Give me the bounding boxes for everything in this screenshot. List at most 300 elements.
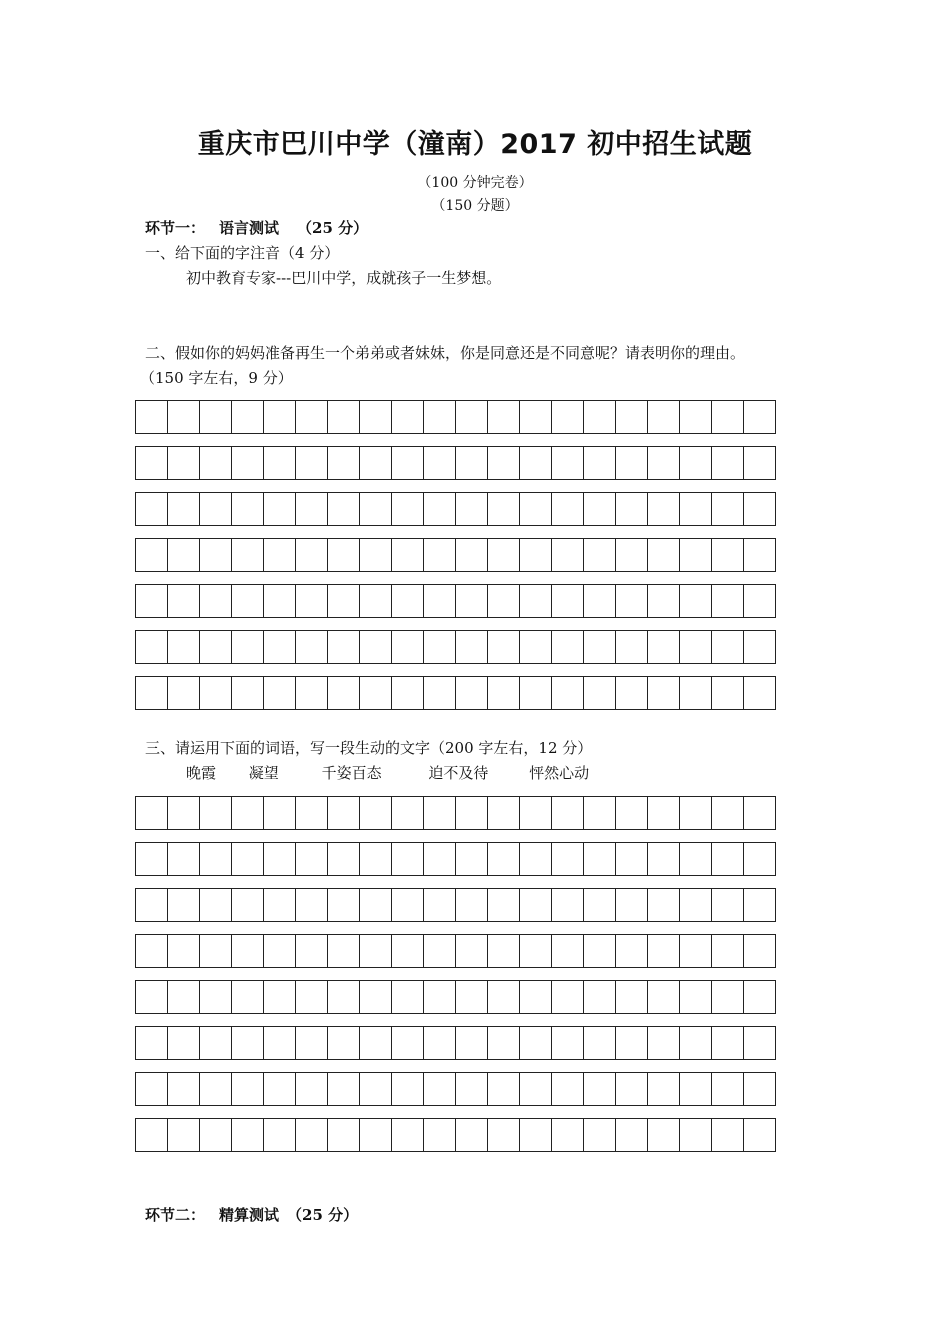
grid-cell[interactable] (648, 538, 680, 572)
grid-cell[interactable] (360, 1118, 392, 1152)
grid-cell[interactable] (136, 1026, 168, 1060)
grid-cell[interactable] (648, 980, 680, 1014)
grid-cell[interactable] (232, 446, 264, 480)
grid-cell[interactable] (520, 400, 552, 434)
grid-cell[interactable] (168, 630, 200, 664)
grid-cell[interactable] (392, 676, 424, 710)
grid-cell[interactable] (200, 796, 232, 830)
grid-cell[interactable] (424, 1118, 456, 1152)
grid-cell[interactable] (168, 1072, 200, 1106)
grid-cell[interactable] (552, 630, 584, 664)
grid-cell[interactable] (136, 400, 168, 434)
grid-cell[interactable] (328, 796, 360, 830)
grid-cell[interactable] (168, 400, 200, 434)
grid-cell[interactable] (200, 1026, 232, 1060)
grid-cell[interactable] (360, 584, 392, 618)
grid-cell[interactable] (520, 842, 552, 876)
grid-cell[interactable] (136, 842, 168, 876)
grid-cell[interactable] (200, 842, 232, 876)
grid-cell[interactable] (552, 934, 584, 968)
grid-cell[interactable] (488, 888, 520, 922)
grid-cell[interactable] (424, 630, 456, 664)
grid-cell[interactable] (680, 842, 712, 876)
grid-cell[interactable] (616, 980, 648, 1014)
grid-cell[interactable] (648, 934, 680, 968)
grid-cell[interactable] (712, 1118, 744, 1152)
grid-cell[interactable] (232, 538, 264, 572)
grid-cell[interactable] (328, 1026, 360, 1060)
grid-cell[interactable] (424, 400, 456, 434)
grid-cell[interactable] (520, 538, 552, 572)
grid-cell[interactable] (456, 842, 488, 876)
grid-cell[interactable] (296, 1118, 328, 1152)
grid-cell[interactable] (456, 888, 488, 922)
grid-cell[interactable] (200, 934, 232, 968)
grid-cell[interactable] (520, 1118, 552, 1152)
grid-cell[interactable] (680, 584, 712, 618)
grid-cell[interactable] (232, 1072, 264, 1106)
grid-cell[interactable] (392, 1072, 424, 1106)
grid-cell[interactable] (680, 1072, 712, 1106)
grid-cell[interactable] (488, 1026, 520, 1060)
grid-cell[interactable] (648, 400, 680, 434)
grid-cell[interactable] (648, 446, 680, 480)
grid-cell[interactable] (488, 1118, 520, 1152)
grid-cell[interactable] (680, 630, 712, 664)
grid-cell[interactable] (552, 492, 584, 526)
grid-cell[interactable] (328, 492, 360, 526)
grid-cell[interactable] (552, 1072, 584, 1106)
grid-cell[interactable] (328, 1118, 360, 1152)
grid-cell[interactable] (712, 934, 744, 968)
grid-cell[interactable] (168, 676, 200, 710)
grid-cell[interactable] (360, 842, 392, 876)
grid-cell[interactable] (328, 842, 360, 876)
grid-cell[interactable] (456, 400, 488, 434)
grid-cell[interactable] (552, 888, 584, 922)
grid-cell[interactable] (168, 1026, 200, 1060)
grid-cell[interactable] (520, 980, 552, 1014)
grid-cell[interactable] (232, 676, 264, 710)
grid-cell[interactable] (488, 980, 520, 1014)
grid-cell[interactable] (424, 446, 456, 480)
grid-cell[interactable] (680, 400, 712, 434)
grid-cell[interactable] (584, 934, 616, 968)
grid-cell[interactable] (680, 538, 712, 572)
grid-cell[interactable] (744, 980, 776, 1014)
grid-cell[interactable] (520, 1072, 552, 1106)
grid-cell[interactable] (328, 934, 360, 968)
grid-cell[interactable] (648, 676, 680, 710)
grid-cell[interactable] (264, 980, 296, 1014)
grid-cell[interactable] (584, 796, 616, 830)
grid-cell[interactable] (392, 584, 424, 618)
grid-cell[interactable] (648, 842, 680, 876)
grid-cell[interactable] (424, 888, 456, 922)
grid-cell[interactable] (392, 842, 424, 876)
grid-cell[interactable] (264, 492, 296, 526)
grid-cell[interactable] (168, 796, 200, 830)
grid-cell[interactable] (168, 538, 200, 572)
grid-cell[interactable] (424, 676, 456, 710)
grid-cell[interactable] (168, 492, 200, 526)
grid-cell[interactable] (328, 980, 360, 1014)
grid-cell[interactable] (520, 584, 552, 618)
grid-cell[interactable] (424, 584, 456, 618)
grid-cell[interactable] (136, 980, 168, 1014)
grid-cell[interactable] (520, 630, 552, 664)
grid-cell[interactable] (328, 676, 360, 710)
grid-cell[interactable] (616, 934, 648, 968)
grid-cell[interactable] (200, 980, 232, 1014)
grid-cell[interactable] (360, 492, 392, 526)
grid-cell[interactable] (456, 1026, 488, 1060)
grid-cell[interactable] (264, 538, 296, 572)
grid-cell[interactable] (616, 842, 648, 876)
grid-cell[interactable] (136, 888, 168, 922)
grid-cell[interactable] (168, 584, 200, 618)
grid-cell[interactable] (232, 1118, 264, 1152)
grid-cell[interactable] (392, 1026, 424, 1060)
grid-cell[interactable] (712, 888, 744, 922)
grid-cell[interactable] (744, 584, 776, 618)
grid-cell[interactable] (648, 796, 680, 830)
grid-cell[interactable] (712, 400, 744, 434)
grid-cell[interactable] (456, 1072, 488, 1106)
grid-cell[interactable] (424, 492, 456, 526)
grid-cell[interactable] (296, 1026, 328, 1060)
grid-cell[interactable] (232, 934, 264, 968)
grid-cell[interactable] (200, 538, 232, 572)
grid-cell[interactable] (296, 796, 328, 830)
grid-cell[interactable] (232, 492, 264, 526)
grid-cell[interactable] (584, 538, 616, 572)
grid-cell[interactable] (616, 538, 648, 572)
grid-cell[interactable] (392, 446, 424, 480)
grid-cell[interactable] (712, 676, 744, 710)
grid-cell[interactable] (360, 630, 392, 664)
grid-cell[interactable] (328, 1072, 360, 1106)
grid-cell[interactable] (488, 1072, 520, 1106)
grid-cell[interactable] (424, 934, 456, 968)
grid-cell[interactable] (744, 1072, 776, 1106)
grid-cell[interactable] (232, 888, 264, 922)
grid-cell[interactable] (616, 676, 648, 710)
grid-cell[interactable] (232, 584, 264, 618)
grid-cell[interactable] (648, 630, 680, 664)
grid-cell[interactable] (200, 1072, 232, 1106)
grid-cell[interactable] (296, 842, 328, 876)
grid-cell[interactable] (584, 676, 616, 710)
grid-cell[interactable] (648, 584, 680, 618)
grid-cell[interactable] (360, 676, 392, 710)
grid-cell[interactable] (488, 934, 520, 968)
grid-cell[interactable] (520, 492, 552, 526)
grid-cell[interactable] (392, 630, 424, 664)
grid-cell[interactable] (168, 446, 200, 480)
grid-cell[interactable] (552, 796, 584, 830)
grid-cell[interactable] (744, 842, 776, 876)
grid-cell[interactable] (136, 584, 168, 618)
grid-cell[interactable] (680, 980, 712, 1014)
grid-cell[interactable] (136, 1118, 168, 1152)
grid-cell[interactable] (424, 980, 456, 1014)
grid-cell[interactable] (168, 842, 200, 876)
grid-cell[interactable] (712, 980, 744, 1014)
grid-cell[interactable] (552, 538, 584, 572)
grid-cell[interactable] (360, 1072, 392, 1106)
grid-cell[interactable] (488, 584, 520, 618)
grid-cell[interactable] (712, 842, 744, 876)
grid-cell[interactable] (136, 446, 168, 480)
grid-cell[interactable] (136, 676, 168, 710)
grid-cell[interactable] (648, 888, 680, 922)
grid-cell[interactable] (456, 934, 488, 968)
grid-cell[interactable] (360, 446, 392, 480)
grid-cell[interactable] (296, 676, 328, 710)
grid-cell[interactable] (200, 400, 232, 434)
grid-cell[interactable] (168, 934, 200, 968)
grid-cell[interactable] (264, 676, 296, 710)
grid-cell[interactable] (712, 796, 744, 830)
grid-cell[interactable] (552, 676, 584, 710)
grid-cell[interactable] (584, 630, 616, 664)
grid-cell[interactable] (488, 492, 520, 526)
grid-cell[interactable] (392, 888, 424, 922)
grid-cell[interactable] (552, 446, 584, 480)
grid-cell[interactable] (456, 676, 488, 710)
grid-cell[interactable] (744, 934, 776, 968)
grid-cell[interactable] (424, 1026, 456, 1060)
grid-cell[interactable] (296, 538, 328, 572)
grid-cell[interactable] (456, 1118, 488, 1152)
grid-cell[interactable] (680, 934, 712, 968)
grid-cell[interactable] (136, 796, 168, 830)
grid-cell[interactable] (296, 888, 328, 922)
grid-cell[interactable] (744, 796, 776, 830)
grid-cell[interactable] (296, 980, 328, 1014)
grid-cell[interactable] (200, 676, 232, 710)
grid-cell[interactable] (392, 934, 424, 968)
grid-cell[interactable] (424, 796, 456, 830)
grid-cell[interactable] (520, 446, 552, 480)
grid-cell[interactable] (712, 1072, 744, 1106)
grid-cell[interactable] (264, 888, 296, 922)
grid-cell[interactable] (296, 584, 328, 618)
grid-cell[interactable] (744, 1118, 776, 1152)
grid-cell[interactable] (648, 1118, 680, 1152)
grid-cell[interactable] (392, 980, 424, 1014)
grid-cell[interactable] (232, 980, 264, 1014)
grid-cell[interactable] (584, 1072, 616, 1106)
grid-cell[interactable] (520, 796, 552, 830)
grid-cell[interactable] (552, 980, 584, 1014)
grid-cell[interactable] (616, 400, 648, 434)
grid-cell[interactable] (616, 446, 648, 480)
grid-cell[interactable] (328, 630, 360, 664)
grid-cell[interactable] (264, 1026, 296, 1060)
grid-cell[interactable] (744, 400, 776, 434)
grid-cell[interactable] (232, 796, 264, 830)
grid-cell[interactable] (584, 888, 616, 922)
grid-cell[interactable] (488, 796, 520, 830)
grid-cell[interactable] (616, 888, 648, 922)
grid-cell[interactable] (200, 1118, 232, 1152)
grid-cell[interactable] (232, 630, 264, 664)
grid-cell[interactable] (680, 1118, 712, 1152)
grid-cell[interactable] (616, 492, 648, 526)
grid-cell[interactable] (584, 842, 616, 876)
grid-cell[interactable] (424, 538, 456, 572)
grid-cell[interactable] (648, 1072, 680, 1106)
grid-cell[interactable] (552, 400, 584, 434)
grid-cell[interactable] (232, 1026, 264, 1060)
grid-cell[interactable] (744, 446, 776, 480)
grid-cell[interactable] (616, 1118, 648, 1152)
grid-cell[interactable] (584, 1118, 616, 1152)
grid-cell[interactable] (328, 446, 360, 480)
grid-cell[interactable] (264, 400, 296, 434)
grid-cell[interactable] (648, 492, 680, 526)
grid-cell[interactable] (264, 842, 296, 876)
grid-cell[interactable] (424, 842, 456, 876)
grid-cell[interactable] (360, 538, 392, 572)
grid-cell[interactable] (264, 796, 296, 830)
grid-cell[interactable] (488, 538, 520, 572)
grid-cell[interactable] (456, 584, 488, 618)
grid-cell[interactable] (296, 934, 328, 968)
grid-cell[interactable] (392, 796, 424, 830)
grid-cell[interactable] (488, 630, 520, 664)
grid-cell[interactable] (616, 1026, 648, 1060)
grid-cell[interactable] (744, 630, 776, 664)
grid-cell[interactable] (264, 1118, 296, 1152)
grid-cell[interactable] (296, 492, 328, 526)
grid-cell[interactable] (264, 630, 296, 664)
grid-cell[interactable] (360, 1026, 392, 1060)
grid-cell[interactable] (392, 492, 424, 526)
grid-cell[interactable] (616, 584, 648, 618)
grid-cell[interactable] (296, 400, 328, 434)
grid-cell[interactable] (584, 980, 616, 1014)
grid-cell[interactable] (712, 584, 744, 618)
grid-cell[interactable] (328, 888, 360, 922)
grid-cell[interactable] (552, 842, 584, 876)
grid-cell[interactable] (584, 400, 616, 434)
grid-cell[interactable] (680, 446, 712, 480)
grid-cell[interactable] (456, 492, 488, 526)
grid-cell[interactable] (328, 584, 360, 618)
grid-cell[interactable] (136, 492, 168, 526)
grid-cell[interactable] (200, 492, 232, 526)
grid-cell[interactable] (680, 676, 712, 710)
grid-cell[interactable] (264, 584, 296, 618)
grid-cell[interactable] (744, 1026, 776, 1060)
grid-cell[interactable] (328, 538, 360, 572)
grid-cell[interactable] (296, 1072, 328, 1106)
grid-cell[interactable] (488, 400, 520, 434)
grid-cell[interactable] (136, 1072, 168, 1106)
grid-cell[interactable] (360, 934, 392, 968)
grid-cell[interactable] (200, 584, 232, 618)
grid-cell[interactable] (584, 584, 616, 618)
grid-cell[interactable] (744, 676, 776, 710)
grid-cell[interactable] (456, 630, 488, 664)
grid-cell[interactable] (712, 446, 744, 480)
grid-cell[interactable] (616, 630, 648, 664)
grid-cell[interactable] (552, 584, 584, 618)
grid-cell[interactable] (296, 446, 328, 480)
grid-cell[interactable] (520, 934, 552, 968)
grid-cell[interactable] (136, 630, 168, 664)
grid-cell[interactable] (136, 934, 168, 968)
grid-cell[interactable] (648, 1026, 680, 1060)
grid-cell[interactable] (488, 842, 520, 876)
grid-cell[interactable] (712, 1026, 744, 1060)
grid-cell[interactable] (264, 446, 296, 480)
grid-cell[interactable] (232, 842, 264, 876)
grid-cell[interactable] (552, 1026, 584, 1060)
grid-cell[interactable] (136, 538, 168, 572)
grid-cell[interactable] (616, 796, 648, 830)
grid-cell[interactable] (680, 888, 712, 922)
grid-cell[interactable] (168, 888, 200, 922)
grid-cell[interactable] (360, 796, 392, 830)
grid-cell[interactable] (744, 492, 776, 526)
grid-cell[interactable] (584, 1026, 616, 1060)
grid-cell[interactable] (744, 538, 776, 572)
grid-cell[interactable] (168, 980, 200, 1014)
grid-cell[interactable] (744, 888, 776, 922)
grid-cell[interactable] (552, 1118, 584, 1152)
grid-cell[interactable] (200, 630, 232, 664)
grid-cell[interactable] (680, 492, 712, 526)
grid-cell[interactable] (712, 630, 744, 664)
grid-cell[interactable] (200, 446, 232, 480)
grid-cell[interactable] (360, 888, 392, 922)
grid-cell[interactable] (392, 538, 424, 572)
grid-cell[interactable] (264, 1072, 296, 1106)
grid-cell[interactable] (520, 1026, 552, 1060)
grid-cell[interactable] (520, 888, 552, 922)
grid-cell[interactable] (200, 888, 232, 922)
grid-cell[interactable] (712, 492, 744, 526)
grid-cell[interactable] (232, 400, 264, 434)
grid-cell[interactable] (264, 934, 296, 968)
grid-cell[interactable] (712, 538, 744, 572)
grid-cell[interactable] (584, 492, 616, 526)
grid-cell[interactable] (424, 1072, 456, 1106)
grid-cell[interactable] (680, 1026, 712, 1060)
grid-cell[interactable] (488, 676, 520, 710)
grid-cell[interactable] (456, 446, 488, 480)
grid-cell[interactable] (296, 630, 328, 664)
grid-cell[interactable] (360, 400, 392, 434)
grid-cell[interactable] (360, 980, 392, 1014)
grid-cell[interactable] (392, 400, 424, 434)
grid-cell[interactable] (168, 1118, 200, 1152)
grid-cell[interactable] (328, 400, 360, 434)
grid-cell[interactable] (456, 980, 488, 1014)
grid-cell[interactable] (520, 676, 552, 710)
grid-cell[interactable] (616, 1072, 648, 1106)
grid-cell[interactable] (488, 446, 520, 480)
grid-cell[interactable] (456, 538, 488, 572)
grid-cell[interactable] (680, 796, 712, 830)
grid-cell[interactable] (392, 1118, 424, 1152)
grid-cell[interactable] (584, 446, 616, 480)
grid-cell[interactable] (456, 796, 488, 830)
